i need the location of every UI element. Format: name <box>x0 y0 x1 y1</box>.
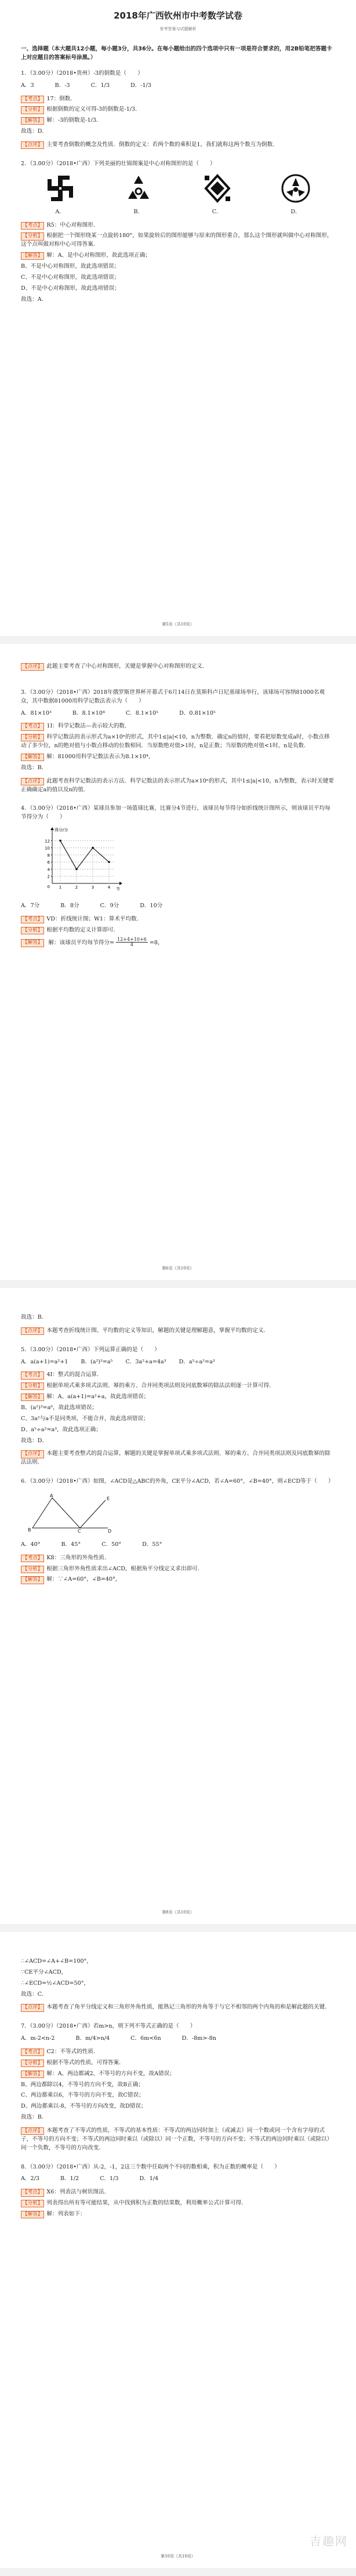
question-6-options <box>21 1541 335 1549</box>
question-6-fenxi: 根据三角形外角性质求出∠ACD，根据角平分线定义求出即可． <box>46 1565 204 1572</box>
option-b: B．(a²)³=a⁵ <box>81 1358 113 1365</box>
question-1-fenxi: 根据倒数的定义可得-3的倒数是-1/3． <box>46 106 141 113</box>
dianping-tag: 【点评】 <box>21 1450 44 1458</box>
kaodian-tag: 【考点】 <box>21 1371 44 1379</box>
x-tick-label: 1 <box>59 885 62 890</box>
y-tick-label: 2 <box>47 874 50 879</box>
kaodian-tag: 【考点】 <box>21 96 44 103</box>
question-7 <box>21 2022 335 2152</box>
question-3-jieda: 解：81000用科学记数法表示为8.1×10⁴， <box>46 754 154 761</box>
question-2-jieda-line: B、不是中心对称图形，故此选项错误； <box>21 263 120 270</box>
point-label-a: A <box>50 1493 53 1499</box>
pattern-a-figure <box>45 173 75 203</box>
option-b: B．-3 <box>55 82 70 89</box>
question-3 <box>21 689 335 795</box>
option-c: C．8.1×10⁵ <box>125 710 159 716</box>
page-1 <box>0 0 356 636</box>
question-6-jieda-line: ∵CE平分∠ACD， <box>21 1969 67 1975</box>
question-8-options <box>21 2175 335 2184</box>
question-8 <box>21 2163 335 2219</box>
question-4-jieda-prefix: 解：该球员平均每节得分= <box>48 939 115 946</box>
question-4-fenxi: 根据平均数的定义计算即可． <box>46 926 119 933</box>
fenxi-tag: 【分析】 <box>21 2060 44 2067</box>
pattern-d-figure <box>281 173 311 203</box>
jieda-tag: 【解答】 <box>21 2071 44 2078</box>
question-2-jieda-line: C、不是中心对称图形，故此选项错误； <box>21 274 120 281</box>
question-7-stem: 7．（3.00分）（2018•广西）若m>n，则下列不等式正确的是（ ） <box>21 2023 196 2030</box>
point-label-c: C <box>78 1529 81 1533</box>
question-2-options <box>21 208 335 217</box>
page-footer: 第10页（共10页） <box>161 2554 195 2559</box>
page-footer: 第6页（共10页） <box>162 1266 194 1271</box>
y-tick-label: 6 <box>47 860 50 865</box>
question-7-jieda-intro: 解：A、两边都减2，不等号的方向不变，故A错误； <box>46 2070 175 2077</box>
question-2-jieda-line: D、不是中心对称图形，故此选项错误； <box>21 285 120 292</box>
question-3-stem: 3．（3.00分）（2018•广西）2018年俄罗斯世界杯开幕式于6月14日在莫斯科卢日尼基球场举行，该球场可容纳81000名观众，其中数据81000用科学记数法表示为（ ） <box>21 689 325 704</box>
question-7-jieda-line: D、两边都乘以-8，不等号的方向改变，故D错误； <box>21 2103 147 2110</box>
question-2-dianping: 此题主要考查了中心对称图形，关键是掌握中心对称图形的定义． <box>46 663 208 670</box>
kaodian-tag: 【考点】 <box>21 916 44 923</box>
kaodian-tag: 【考点】 <box>21 222 44 230</box>
fenxi-tag: 【分析】 <box>21 1566 44 1573</box>
dianping-tag: 【点评】 <box>21 778 44 785</box>
option-b: B．1/2 <box>60 2175 79 2182</box>
fenxi-tag: 【分析】 <box>21 232 44 240</box>
question-5-stem: 5．（3.00分）（2018•广西）下列运算正确的是（ ） <box>21 1346 160 1353</box>
data-point <box>108 861 110 864</box>
x-axis-arrow <box>119 882 122 885</box>
option-c: C．3a²+a=4a³ <box>125 1358 166 1365</box>
option-c: C． <box>212 208 222 215</box>
option-a: A． <box>55 208 65 215</box>
jieda-tag: 【解答】 <box>21 2211 44 2218</box>
point-label-e: E <box>107 1496 110 1502</box>
jieda-tag: 【解答】 <box>21 939 44 947</box>
question-1-options <box>21 82 335 90</box>
x-tick-label: 4 <box>107 885 111 890</box>
y-tick-label: 12 <box>45 839 50 844</box>
question-5-jieda-line: B、(a²)³=a⁶，故此选项错误； <box>21 1405 97 1411</box>
option-d: D． <box>290 208 301 215</box>
question-7-jieda-line: C、两边都乘以6，不等号的方向不变，故C错误； <box>21 2092 144 2099</box>
question-4-options <box>21 902 335 911</box>
option-a: A．3 <box>21 82 34 89</box>
question-4 <box>21 805 335 948</box>
question-2-stem: 2．（3.00分）（2018•广西）下列美丽的壮锦图案是中心对称图形的是（ ） <box>21 160 216 167</box>
y-tick-label: 0 <box>47 885 50 890</box>
page-2 <box>0 644 356 1280</box>
question-4-dianping: 本题考查折线统计图、平均数的定义等知识，解题的关键是理解题意，掌握平均数的定义． <box>46 1327 270 1334</box>
question-4-kaodian: VD：折线统计图；W1：算术平均数． <box>46 915 143 922</box>
jieda-tag: 【解答】 <box>21 1393 44 1401</box>
y-axis-label: 得分/分 <box>55 828 68 833</box>
y-tick-label: 10 <box>45 846 50 851</box>
question-7-options <box>21 2035 335 2043</box>
question-3-fenxi: 科学记数法的表示形式为a×10ⁿ的形式，其中1≤|a|<10，n为整数．确定n的值时，要看把原数变成a时，小数点移动了多少位，n的绝对值与小数点移动的位数相同．当原数绝对值>1时，n是正数；当原数的绝对值<1时，n是负数． <box>21 734 330 749</box>
page-footer: 第8页（共10页） <box>162 1910 194 1915</box>
question-1-answer: 故选：D． <box>21 128 48 135</box>
question-7-fenxi: 根据不等式的性质，可得答案． <box>46 2059 125 2066</box>
question-7-kaodian: C2：不等式的性质． <box>46 2049 99 2055</box>
jieda-tag: 【解答】 <box>21 754 44 761</box>
question-5 <box>21 1346 335 1467</box>
option-b: B． <box>133 208 144 215</box>
question-7-jieda-line: B、两边都除以4，不等号的方向不变，故B正确； <box>21 2081 144 2088</box>
question-5-fenxi: 根据单项式乘多项式法则、幂的乘方、合并同类项法则及同底数幂的除法法则逐一计算可得． <box>46 1382 275 1389</box>
data-point <box>59 840 61 842</box>
option-d: D．55° <box>142 1541 162 1548</box>
jieda-tag: 【解答】 <box>21 1576 44 1584</box>
x-axis-label: 节 <box>116 887 120 892</box>
fraction-denominator: 4 <box>130 942 133 948</box>
watermark-logo: 吉趣网 <box>310 2534 348 2548</box>
question-6-stem: 6．（3.00分）（2018•广西）如图，∠ACD是△ABC的外角，CE平分∠ACD，若∠A=60°，∠B=40°，则∠ECD等于（ ） <box>21 1478 334 1485</box>
question-1-kaodian: 17：倒数． <box>46 95 76 102</box>
question-2-fenxi: 根据把一个图形绕某一点旋转180°，如果旋转后的图形能够与原来的图形重合，那么这个图形就叫做中心对称图形，这个点叫做对称中心可得答案． <box>21 232 333 248</box>
question-5-jieda-intro: 解：A、a(a+1)=a²+a，故此选项错误； <box>46 1393 150 1400</box>
point-label-b: B <box>28 1527 31 1533</box>
question-8-fenxi: 列表得出所有等可能结果，从中找到积为正数的结果数，利用概率公式计算可得． <box>46 2200 247 2207</box>
question-6-answer: 故选：C． <box>21 1991 48 1998</box>
option-a: A．7分 <box>21 903 40 909</box>
document-subtitle: 参考答案与试题解析 <box>159 27 197 32</box>
question-8-stem: 8．（3.00分）（2018•广西）从-2，-1，2这三个数中任取两个不同的数相乘，积为正数的概率是（ ） <box>21 2163 280 2170</box>
question-5-dianping: 本题主要考查整式的混合运算，解题的关键是掌握单项式乘多项式法则、幂的乘方、合并同类项法则及同底数幂的除法法则． <box>21 1450 330 1466</box>
question-5-kaodian: 4I：整式的混合运算． <box>46 1371 103 1378</box>
question-5-options <box>21 1358 335 1367</box>
question-5-jieda-line: C、3a²与a不是同类项，不能合并，故此选项错误； <box>21 1415 149 1422</box>
question-4-jieda-suffix: =8， <box>149 939 164 946</box>
option-a: A．a(a+1)=a²+1 <box>21 1358 68 1365</box>
option-c: C．1/3 <box>100 2175 119 2182</box>
question-2-jieda-intro: 解：A、是中心对称图形，故此选项正确； <box>46 252 151 259</box>
jieda-tag: 【解答】 <box>21 117 44 125</box>
option-d: D．-1/3 <box>130 82 151 89</box>
fenxi-tag: 【分析】 <box>21 1382 44 1390</box>
question-2-figures <box>21 173 335 203</box>
document-title: 2018年广西钦州市中考数学试卷 <box>114 10 242 21</box>
option-d: D．-8m>-8n <box>181 2035 216 2042</box>
y-tick-label: 4 <box>47 867 50 872</box>
question-3-answer: 故选：B． <box>21 764 48 771</box>
question-3-kaodian: 1I：科学记数法—表示较大的数． <box>46 723 130 730</box>
option-d: D．10分 <box>140 903 163 909</box>
point-label-d: D <box>108 1529 112 1533</box>
fenxi-tag: 【分析】 <box>21 734 44 741</box>
jieda-tag: 【解答】 <box>21 252 44 260</box>
average-fraction <box>116 937 148 948</box>
page-3 <box>0 1288 356 1924</box>
x-tick-label: 3 <box>91 885 95 890</box>
question-4-answer: 故选：B． <box>21 1314 48 1320</box>
fenxi-tag: 【分析】 <box>21 2200 44 2207</box>
dianping-tag: 【点评】 <box>21 2004 44 2011</box>
question-1-stem: 1．（3.00分）（2018•贵州）-3的倒数是（ ） <box>21 70 143 77</box>
question-6-jieda-line: ∴∠ECD=½∠ACD=50°， <box>21 1980 90 1986</box>
option-d: D．1/4 <box>139 2175 159 2182</box>
line-chart-svg <box>38 825 125 895</box>
question-3-dianping: 此题考查科学记数法的表示方法．科学记数法的表示形式为a×10ⁿ的形式，其中1≤|a|<10，n为整数，表示时关键要正确确定a的值以及n的值． <box>21 777 334 793</box>
question-2-kaodian: R5：中心对称图形． <box>46 221 99 228</box>
page-footer: 第5页（共10页） <box>162 622 194 627</box>
option-d: D．a⁵÷a²=a³ <box>179 1358 215 1365</box>
question-2-answer: 故选：A． <box>21 296 48 303</box>
option-c: C．6m<6n <box>130 2035 161 2042</box>
option-b: B．45° <box>61 1541 81 1548</box>
page-4 <box>0 1932 356 2568</box>
option-c: C．9分 <box>100 903 119 909</box>
triangle-figure <box>27 1492 114 1533</box>
question-1-dianping: 主要考查倒数的概念及性质．倒数的定义：若两个数的乘积是1，我们就称这两个数互为倒数． <box>46 141 278 148</box>
question-8-kaodian: X6：列表法与树状图法． <box>46 2189 110 2196</box>
option-b: B．m/4>n/4 <box>75 2035 110 2042</box>
fenxi-tag: 【分析】 <box>21 927 44 934</box>
section-heading: 一、选择题（本大题共12小题，每小题3分，共36分。在每小题给出的四个选项中只有一项是符合要求的，用2B铅笔把答题卡上对应题目的答案标号涂黑。） <box>21 46 332 61</box>
kaodian-tag: 【考点】 <box>21 2049 44 2056</box>
option-a: A．81×10³ <box>21 710 52 716</box>
question-4-stem: 4．（3.00分）（2018•广西）某球员参加一场篮球比赛，比赛分4节进行，该球员每节得分如折线统计图所示，则该球员平均每节得分为（ ） <box>21 805 330 821</box>
option-a: A．m-2<n-2 <box>21 2035 55 2042</box>
fenxi-tag: 【分析】 <box>21 106 44 114</box>
question-5-jieda-line: D、a⁵÷a²=a³，故此选项正确； <box>21 1426 101 1433</box>
dianping-tag: 【点评】 <box>21 141 44 149</box>
question-8-jieda: 解：列表如下： <box>46 2211 86 2218</box>
fraction-numerator: 12+4+10+6 <box>117 936 147 942</box>
data-point <box>75 868 78 871</box>
question-1-jieda: 解：-3的倒数是-1/3． <box>46 117 102 124</box>
pattern-b-figure <box>123 173 154 203</box>
question-6 <box>21 1478 335 1584</box>
question-7-answer: 故选：B． <box>21 2114 48 2121</box>
option-c: C．1/3 <box>90 82 110 89</box>
dianping-tag: 【点评】 <box>21 663 44 671</box>
dianping-tag: 【点评】 <box>21 1327 44 1335</box>
question-6-kaodian: K8：三角形的外角性质． <box>46 1554 110 1561</box>
question-2 <box>21 160 335 304</box>
question-3-options <box>21 710 335 718</box>
data-point <box>92 847 94 849</box>
score-line-chart <box>38 825 335 898</box>
option-d: D．0.81×10⁵ <box>179 710 216 716</box>
y-axis-arrow <box>50 827 54 830</box>
option-b: B．8.1×10⁴ <box>72 710 105 716</box>
dianping-tag: 【点评】 <box>21 2127 44 2135</box>
kaodian-tag: 【考点】 <box>21 723 44 730</box>
option-c: C．50° <box>101 1541 122 1548</box>
kaodian-tag: 【考点】 <box>21 1555 44 1562</box>
question-6-jieda-line: ∴∠ACD=∠A+∠B=100°， <box>21 1958 92 1964</box>
option-b: B．8分 <box>60 903 79 909</box>
y-tick-label: 8 <box>47 853 50 858</box>
kaodian-tag: 【考点】 <box>21 2189 44 2196</box>
option-a: A．2/3 <box>21 2175 39 2182</box>
question-5-answer: 故选：D． <box>21 1437 48 1444</box>
x-tick-label: 2 <box>75 885 78 890</box>
question-6-jieda-line: 解：∵∠A=60°，∠B=40°， <box>46 1576 121 1583</box>
question-6-dianping: 本题考查了角平分线定义和三角形外角性质，能熟记三角形的外角等于与它不相邻的两个内角的和是解此题的关键． <box>46 2004 330 2011</box>
option-a: A．40° <box>21 1541 41 1548</box>
pattern-c-figure <box>202 173 233 203</box>
question-7-dianping: 本题考查了不等式的性质，不等式的基本性质：不等式的两边同时加上（或减去）同一个数或同一个含有字母的式子，不等号的方向不变；不等式的两边同时乘以（或除以）同一个正数，不等号的方向不变；不等式的两边同时乘以（或除以）同一个负数，不等号的方向改变． <box>21 2127 333 2151</box>
question-1 <box>21 70 335 150</box>
